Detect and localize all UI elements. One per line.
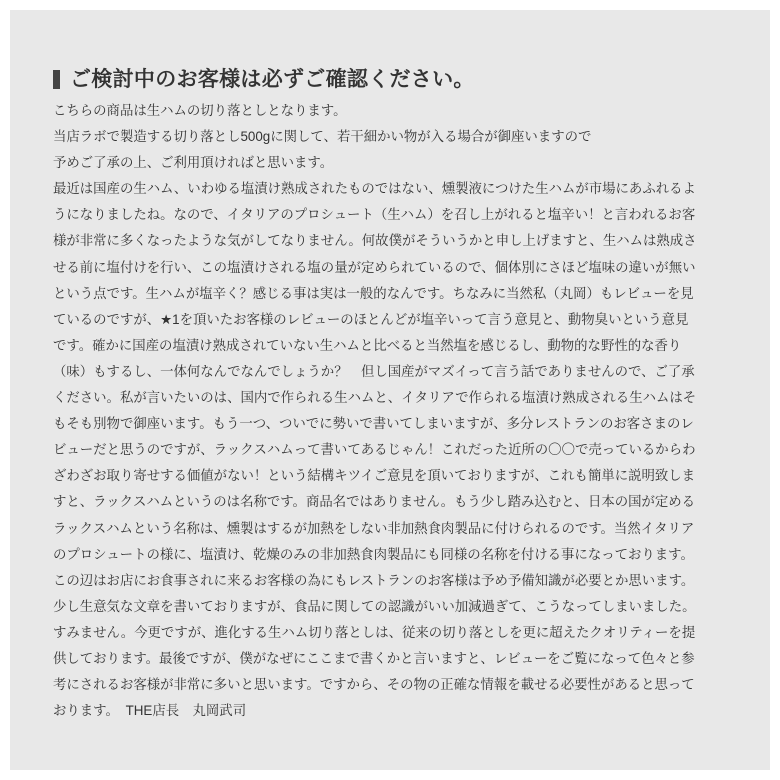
text-line: 様が非常に多くなったような気がしてなりません。何故僕がそういうかと申し上げますと、生ハムは熟成さ [53, 233, 697, 249]
text-line: です。確かに国産の塩漬け熟成されていない生ハムと比べると当然塩を感じるし、動物的な野性的な香り [53, 337, 682, 353]
heading-text: ご検討中のお客様は必ずご確認ください。 [70, 68, 475, 91]
text-line: すと、ラックスハムというのは名称です。商品名ではありません。もう少し踏み込むと、日本の国が定める [53, 494, 696, 510]
text-line: 考にされるお客様が非常に多いと思います。ですから、その物の正確な情報を載せる必要性があると思って [53, 677, 695, 693]
text-line: せる前に塩付けを行い、この塩漬けされる塩の量が定められているので、個体別にさほど塩味の違いが無い [53, 259, 696, 275]
text-line: 供しております。最後ですが、僕がなぜにここまで書くかと言いますと、レビューをご覧になって色々と参 [53, 650, 695, 666]
text-line: おります。 THE店長 丸岡武司 [53, 703, 247, 719]
text-line: 少し生意気な文章を書いておりますが、食品に関しての認識がいい加減過ぎて、こうなってしまいました。 [53, 598, 696, 614]
text-line: 最近は国産の生ハム、いわゆる塩漬け熟成されたものではない、燻製液につけた生ハムが市場にあふれるよ [53, 181, 696, 197]
text-line: ください。私が言いたいのは、国内で作られる生ハムと、イタリアで作られる塩漬け熟成される生ハムはそ [53, 390, 697, 406]
text-line: のプロシュートの様に、塩漬け、乾燥のみの非加熱食肉製品にも同様の名称を付ける事になっております。 [53, 546, 694, 562]
text-line: この辺はお店にお食事されに来るお客様の為にもレストランのお客様は予め予備知識が必要とか思います。 [53, 572, 695, 588]
text-line: ビューだと思うのですが、ラックスハムって書いてあるじゃん！これだった近所の〇〇で売っているからわ [53, 442, 696, 458]
text-line: こちらの商品は生ハムの切り落としとなります。 [53, 103, 347, 118]
heading-bar-icon [53, 70, 60, 89]
text-line: （味）もするし、一体何なんでなんでしょうか？ 但し国産がマズイって言う話でありませんので、ご了承 [53, 363, 695, 379]
text-line: うになりましたね。なので、イタリアのプロシュート（生ハム）を召し上がれると塩辛い！と言われるお客 [53, 207, 696, 223]
text-line: ているのですが、★1を頂いたお客様のレビューのほとんどが塩辛いって言う意見と、動物臭いという意見 [53, 311, 689, 327]
text-line: 当店ラボで製造する切り落とし500gに関して、若干細かい物が入る場合が御座いますので [53, 129, 592, 145]
text-line: もそも別物で御座います。もう一つ、ついでに勢いで書いてしまいますが、多分レストランのお客さまのレ [53, 416, 694, 432]
text-line: ざわざお取り寄せする価値がない！という結構キツイご意見を頂いておりますが、これも簡単に説明致しま [53, 468, 696, 484]
notice-heading [53, 62, 475, 94]
text-line: ラックスハムという名称は、燻製はするが加熱をしない非加熱食肉製品に付けられるのです。当然イタリア [53, 520, 695, 536]
notice-panel [10, 10, 770, 770]
text-line: すみません。今更ですが、進化する生ハム切り落としは、従来の切り落としを更に超えたクオリティーを提 [53, 624, 696, 640]
text-line: という点です。生ハムが塩辛く？感じる事は実は一般的なんです。ちなみに当然私（丸岡）もレビューを見 [53, 285, 694, 301]
text-line: 予めご了承の上、ご利用頂ければと思います。 [53, 155, 334, 171]
notice-body [53, 98, 743, 724]
